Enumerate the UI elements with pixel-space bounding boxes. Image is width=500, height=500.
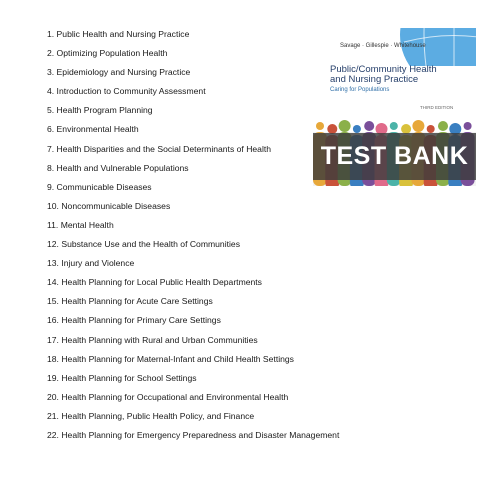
toc-item: 22. Health Planning for Emergency Preparedness and Disaster Management (47, 429, 340, 440)
toc-item: 2. Optimizing Population Health (47, 48, 168, 59)
toc-item: 21. Health Planning, Public Health Policy, and Finance (47, 410, 255, 421)
toc-item: 9. Communicable Diseases (47, 181, 152, 192)
toc-item: 8. Health and Vulnerable Populations (47, 162, 189, 173)
cover-edition: THIRD EDITION (420, 105, 454, 110)
toc-item: 12. Substance Use and the Health of Communities (47, 239, 240, 250)
person-head (412, 120, 424, 132)
toc-item: 20. Health Planning for Occupational and Environmental Health (47, 391, 289, 402)
toc-item: 14. Health Planning for Local Public Health Departments (47, 277, 262, 288)
toc-item: 7. Health Disparities and the Social Determinants of Health (47, 143, 272, 154)
person-head (353, 125, 361, 133)
toc-item: 13. Injury and Violence (47, 258, 135, 269)
person-head (438, 121, 448, 131)
toc-item: 17. Health Planning with Rural and Urban Communities (47, 334, 258, 345)
toc-item: 10. Noncommunicable Diseases (47, 200, 171, 211)
toc-item: 19. Health Planning for School Settings (47, 372, 197, 383)
toc-item: 18. Health Planning for Maternal-Infant and Child Health Settings (47, 353, 294, 364)
person-head (390, 122, 398, 130)
toc-item: 15. Health Planning for Acute Care Settings (47, 296, 213, 307)
banner-text: TEST BANK (320, 142, 469, 170)
toc-item: 5. Health Program Planning (47, 105, 153, 116)
cover-title-line2: and Nursing Practice (330, 74, 419, 85)
cover-authors: Savage · Gillespie · Whitehouse (340, 43, 426, 49)
toc-item: 1. Public Health and Nursing Practice (47, 29, 190, 39)
toc-item: 3. Epidemiology and Nursing Practice (47, 67, 191, 78)
toc-item: 16. Health Planning for Primary Care Settings (47, 315, 221, 326)
person-head (364, 121, 374, 131)
person-head (427, 125, 435, 133)
toc-item: 4. Introduction to Community Assessment (47, 86, 206, 97)
toc-item: 11. Mental Health (47, 219, 114, 230)
person-head (464, 122, 472, 130)
toc-item: 6. Environmental Health (47, 124, 139, 135)
cover-title-line1: Public/Community Health (330, 64, 437, 75)
person-head (316, 122, 324, 130)
test-bank-banner (313, 133, 476, 180)
table-of-contents (47, 28, 339, 448)
person-head (339, 120, 351, 132)
cover-subtitle: Caring for Populations (330, 87, 390, 93)
